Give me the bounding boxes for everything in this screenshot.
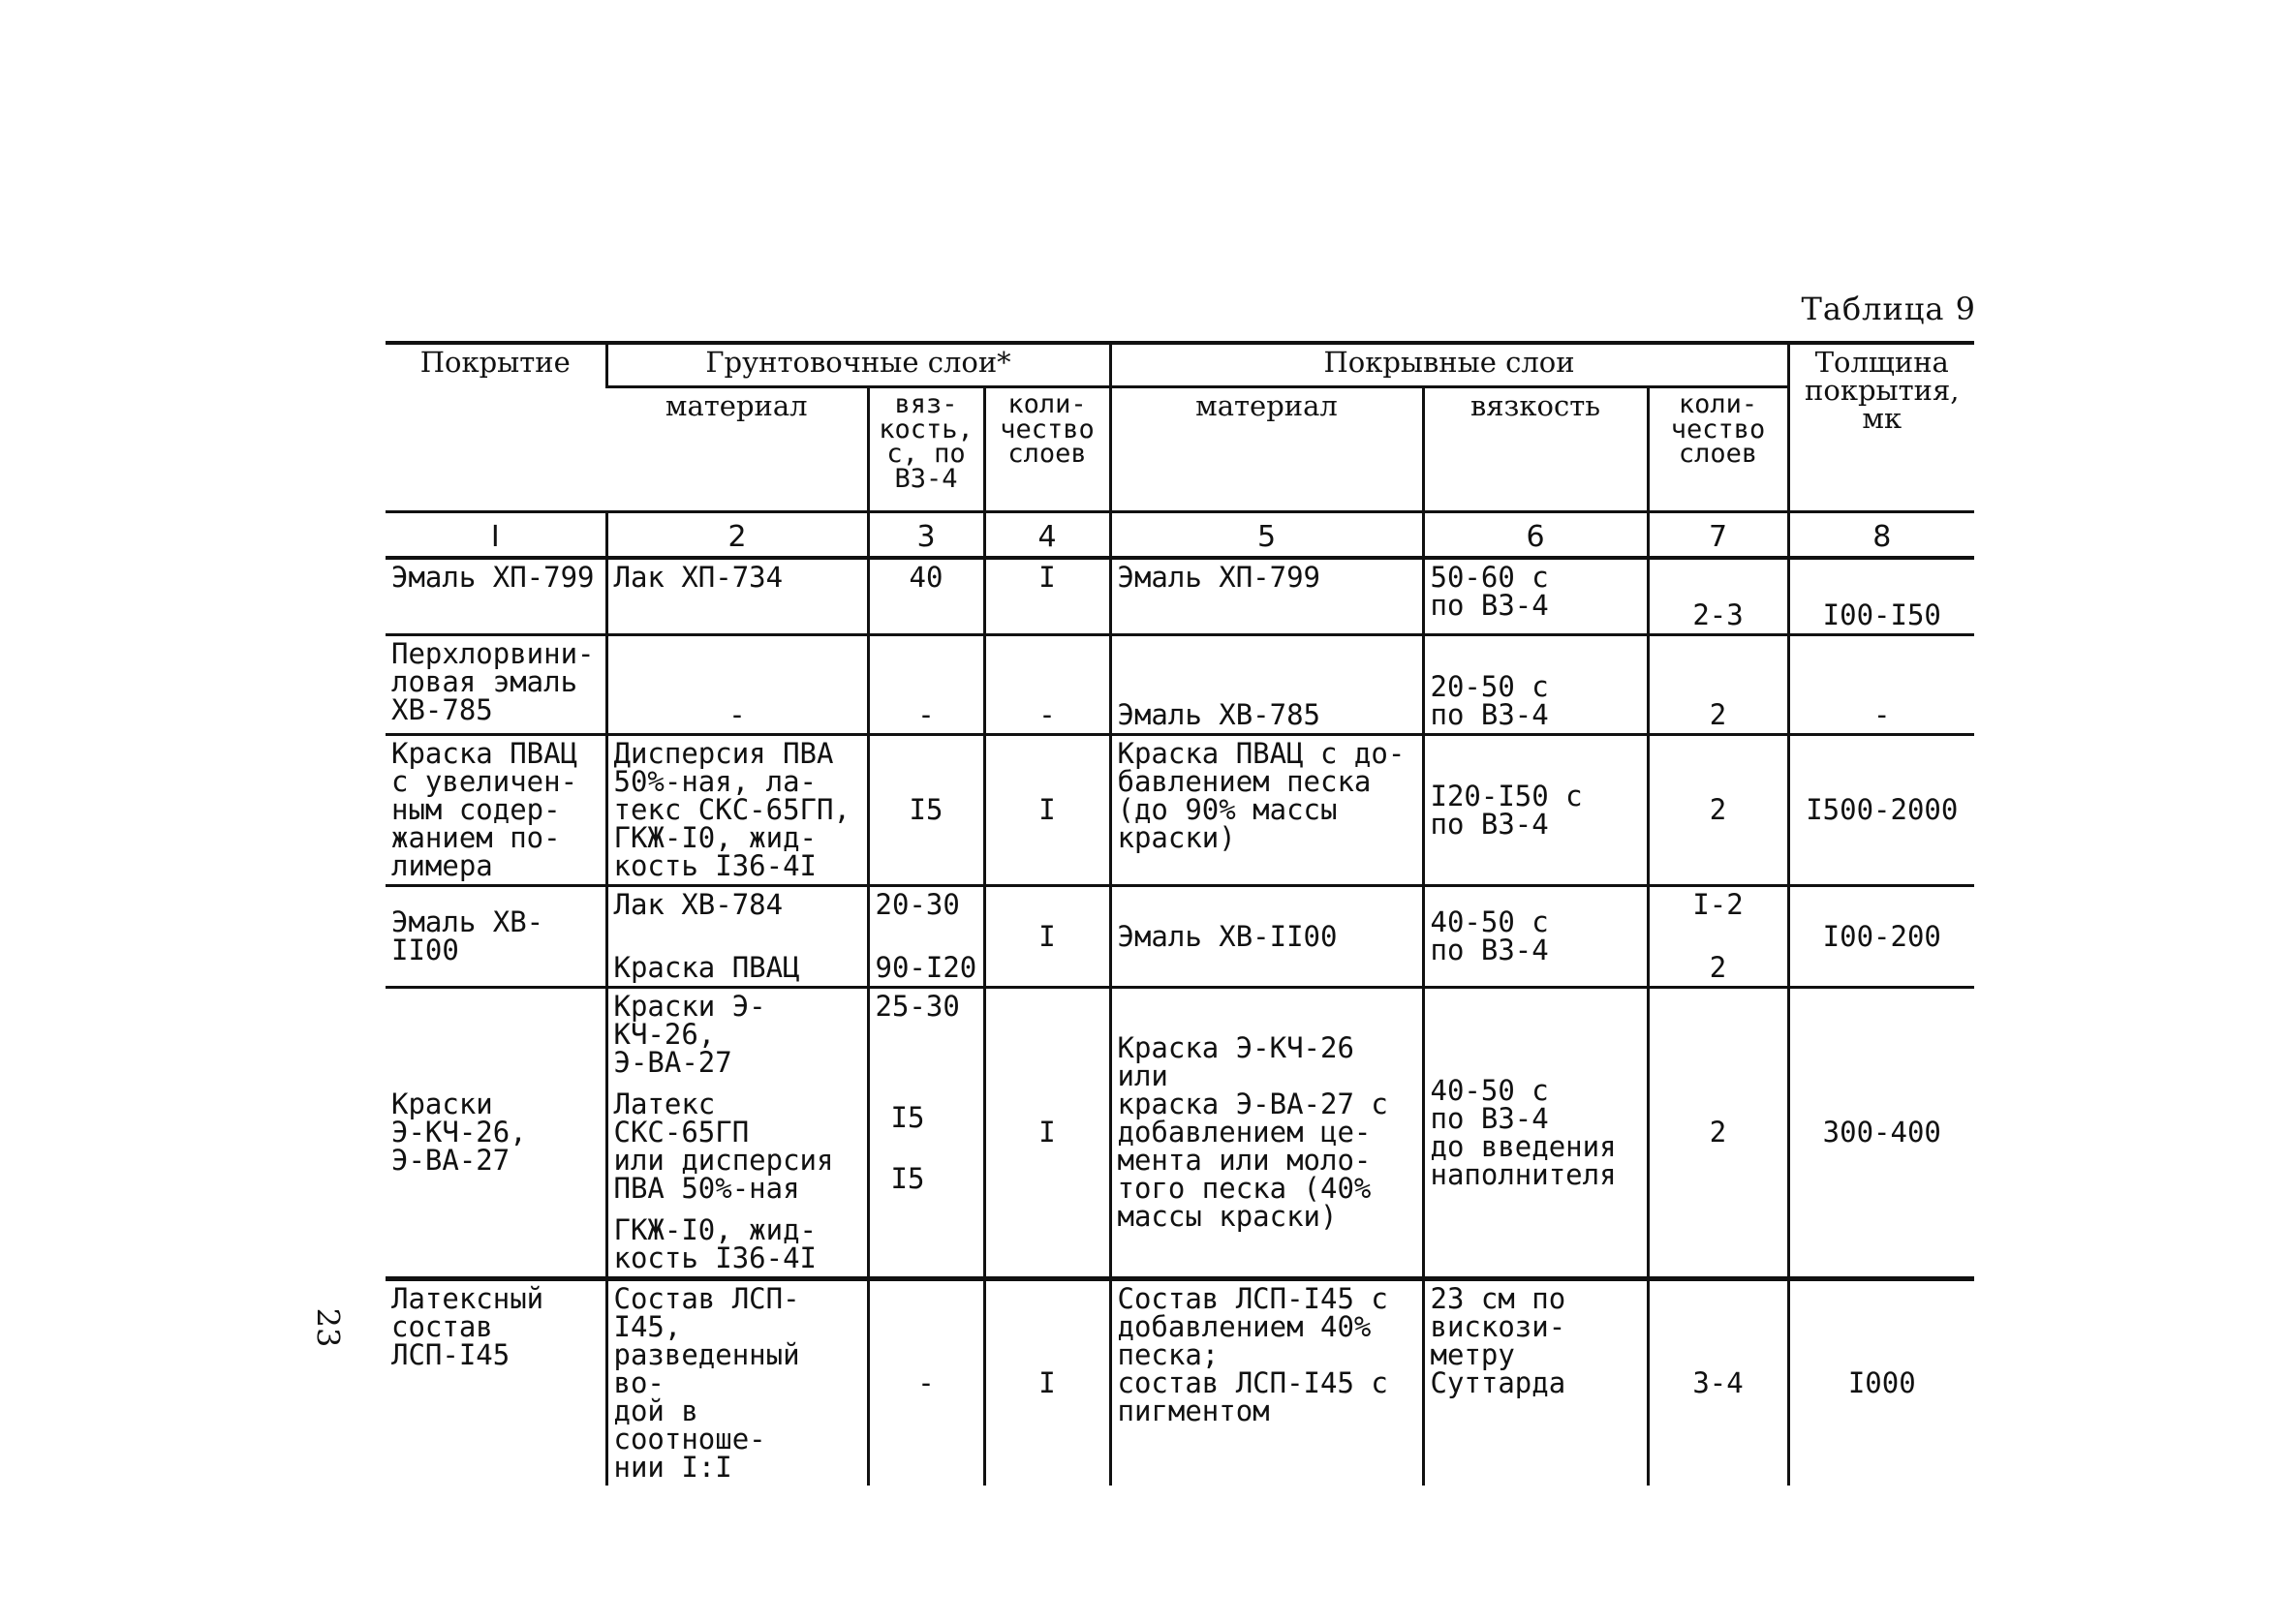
cell-coating: Краски Э-КЧ-26, Э-ВА-27: [386, 988, 606, 1279]
cell-cover-layers: 2: [1648, 635, 1788, 735]
cell-thickness: I000: [1788, 1279, 1974, 1486]
cell-primer-layers: I: [984, 988, 1110, 1279]
cell-cover-layers: 3-4: [1648, 1279, 1788, 1486]
cell-cover-viscosity: 50-60 с по ВЗ-4: [1423, 558, 1648, 635]
cell-cover-layers: 2-3: [1648, 558, 1788, 635]
cell-thickness: I00-200: [1788, 886, 1974, 988]
cell-primer-viscosity-c: I5: [890, 1162, 925, 1195]
table-row: [386, 886, 1974, 988]
cell-thickness: I00-I50: [1788, 558, 1974, 635]
header-thickness: Толщина покрытия, мк: [1788, 343, 1974, 512]
cell-cover-material: Краска ПВАЦ с до- бавлением песка (до 90% массы краски): [1110, 735, 1423, 886]
cell-primer-material: Дисперсия ПВА 50%-ная, ла- текс СКС-65ГП, ГКЖ-I0, жид- кость I36-4I: [606, 735, 868, 886]
cell-cover-viscosity: 20-50 с по ВЗ-4: [1423, 635, 1648, 735]
cell-cover-viscosity: 40-50 с по ВЗ-4 до введения наполнителя: [1423, 988, 1648, 1279]
table-caption: Таблица 9: [1801, 291, 1976, 327]
column-number: 8: [1788, 512, 1974, 559]
table-row: [386, 988, 1974, 1279]
cell-cover-viscosity: I20-I50 с по ВЗ-4: [1423, 735, 1648, 886]
cell-primer-material-b: Латекс СКС-65ГП или дисперсия ПВА 50%-ная: [613, 1088, 834, 1205]
cell-cover-material: Эмаль ХП-799: [1110, 558, 1423, 635]
header-cover-viscosity: вязкость: [1423, 387, 1648, 512]
cell-cover-viscosity: 40-50 с по ВЗ-4: [1423, 886, 1648, 988]
cell-primer-viscosity-a: 25-30: [875, 990, 960, 1023]
cell-thickness: 300-400: [1788, 988, 1974, 1279]
cell-cover-layers-a: I-2: [1692, 888, 1744, 921]
column-number: I: [386, 512, 606, 559]
column-number: 7: [1648, 512, 1788, 559]
cell-primer-layers: I: [984, 735, 1110, 886]
table-row: [386, 635, 1974, 735]
coatings-table: [386, 341, 1974, 1486]
cell-thickness: I500-2000: [1788, 735, 1974, 886]
cell-coating: Перхлорвини- ловая эмаль ХВ-785: [386, 635, 606, 735]
cell-primer-viscosity: 40: [868, 558, 984, 635]
cell-primer-viscosity-a: 20-30: [875, 888, 960, 921]
cell-primer-layers: I: [984, 558, 1110, 635]
cell-primer-material: Состав ЛСП-I45, разведенный во- дой в соотноше- нии I:I: [606, 1279, 868, 1486]
table-row: [386, 1279, 1974, 1486]
column-number: 2: [606, 512, 868, 559]
cell-primer-layers: -: [984, 635, 1110, 735]
cell-primer-viscosity: I5: [868, 735, 984, 886]
cell-primer-material-c: ГКЖ-I0, жид- кость I36-4I: [613, 1213, 818, 1274]
cell-primer-layers: I: [984, 1279, 1110, 1486]
cell-primer-material-a: Краски Э-КЧ-26, Э-ВА-27: [613, 990, 766, 1079]
column-number: 4: [984, 512, 1110, 559]
cell-primer-viscosity: -: [868, 635, 984, 735]
cell-primer-viscosity: [868, 988, 984, 1279]
cell-primer-layers: I: [984, 886, 1110, 988]
cell-primer-material-b: Краска ПВАЦ: [613, 951, 800, 984]
column-number: 6: [1423, 512, 1648, 559]
table-row: [386, 558, 1974, 635]
cell-primer-viscosity: [868, 886, 984, 988]
cell-coating: Краска ПВАЦ с увеличен- ным содер- жанием по- лимера: [386, 735, 606, 886]
cell-cover-layers: 2: [1648, 735, 1788, 886]
cell-cover-material: Эмаль ХВ-785: [1110, 635, 1423, 735]
header-cover-material: материал: [1110, 387, 1423, 512]
cell-cover-material: Краска Э-КЧ-26 или краска Э-ВА-27 с добавлением це- мента или моло- того песка (40% массы краски): [1110, 988, 1423, 1279]
header-primer-group: Грунтовочные слои*: [606, 343, 1110, 387]
header-primer-layers: коли- чество слоев: [984, 387, 1110, 512]
cell-cover-viscosity: 23 см по вискози- метру Суттарда: [1423, 1279, 1648, 1486]
cell-primer-material: [606, 988, 868, 1279]
header-primer-viscosity: вяз- кость, с, по ВЗ-4: [868, 387, 984, 512]
page-number: 23: [309, 1307, 347, 1348]
cell-coating: Эмаль ХВ-II00: [386, 886, 606, 988]
header-coating: Покрытие: [386, 343, 606, 512]
cell-cover-layers-b: 2: [1709, 951, 1727, 984]
cell-thickness: -: [1788, 635, 1974, 735]
cell-primer-material: [606, 886, 868, 988]
cell-primer-material: Лак ХП-734: [606, 558, 868, 635]
cell-cover-layers: 2: [1648, 988, 1788, 1279]
cell-cover-layers: [1648, 886, 1788, 988]
cell-cover-material: Эмаль ХВ-II00: [1110, 886, 1423, 988]
column-number: 3: [868, 512, 984, 559]
column-number: 5: [1110, 512, 1423, 559]
cell-coating: Латексный состав ЛСП-I45: [391, 1282, 544, 1371]
cell-primer-viscosity-b: I5: [890, 1101, 925, 1134]
cell-primer-viscosity: -: [868, 1279, 984, 1486]
header-cover-layers: коли- чество слоев: [1648, 387, 1788, 512]
table-row: [386, 735, 1974, 886]
header-cover-group: Покрывные слои: [1110, 343, 1788, 387]
cell-primer-material-a: Лак ХВ-784: [613, 888, 784, 921]
cell-primer-material: -: [606, 635, 868, 735]
cell-coating: Эмаль ХП-799: [386, 558, 606, 635]
cell-primer-viscosity-b: 90-I20: [875, 951, 977, 984]
cell-cover-material: Состав ЛСП-I45 с добавлением 40% песка; состав ЛСП-I45 с пигментом: [1110, 1279, 1423, 1486]
header-primer-material: материал: [665, 389, 808, 422]
